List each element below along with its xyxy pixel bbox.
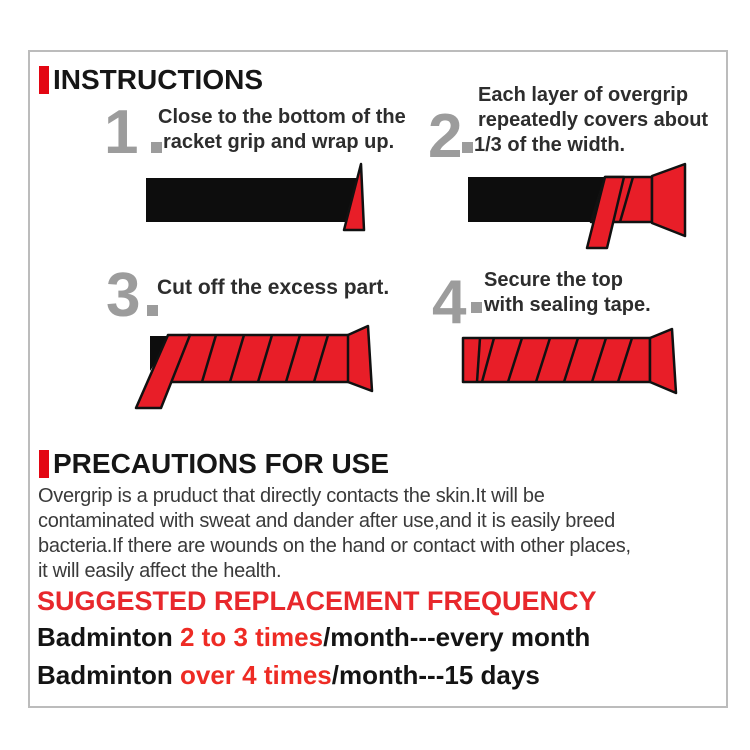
grip-end-cap	[650, 329, 676, 393]
grip-end-cap	[652, 164, 685, 236]
frequency-highlight: over 4 times	[180, 660, 332, 690]
grip-handle	[146, 178, 358, 222]
frequency-sport: Badminton	[37, 622, 180, 652]
step-4-caption-line: Secure the top	[484, 269, 623, 291]
precautions-body-line: it will easily affect the health.	[38, 560, 282, 582]
step-2-caption-line: 1/3 of the width.	[474, 134, 626, 156]
instructions-header	[39, 66, 263, 94]
step-3-caption-line: Cut off the excess part.	[157, 276, 390, 299]
step-1-number: 1	[104, 98, 139, 167]
step-4-caption-line: with sealing tape.	[484, 294, 651, 316]
red-accent-bar	[39, 450, 49, 478]
red-accent-bar	[39, 66, 49, 94]
step-3-number: 3	[106, 261, 141, 330]
frequency-highlight: 2 to 3 times	[180, 622, 324, 652]
grip-end-cap	[348, 326, 372, 391]
number-period-square	[151, 142, 162, 153]
instructions-title: INSTRUCTIONS	[53, 64, 263, 95]
step-1-caption-line: racket grip and wrap up.	[163, 131, 395, 153]
precautions-body-line: bacteria.If there are wounds on the hand or contact with other places,	[38, 535, 631, 557]
frequency-result: /month---15 days	[331, 660, 540, 690]
precautions-title: PRECAUTIONS FOR USE	[53, 448, 390, 479]
replacement-frequency-title: SUGGESTED REPLACEMENT FREQUENCY	[37, 586, 597, 616]
step-1-caption-line: Close to the bottom of the	[158, 106, 406, 128]
step-4-finished-grip-illustration	[455, 322, 687, 400]
step-2-caption-line: repeatedly covers about	[478, 109, 709, 131]
number-period-square	[147, 305, 158, 316]
step-2-number: 2	[428, 102, 463, 171]
frequency-result: /month---every month	[323, 622, 591, 652]
frequency-row	[37, 622, 590, 653]
step-3-wrapped-grip-illustration	[125, 320, 380, 415]
step-4-number: 4	[432, 268, 467, 337]
frequency-sport: Badminton	[37, 660, 180, 690]
number-period-square	[462, 142, 473, 153]
step-1-grip-wrap-illustration	[138, 158, 373, 238]
precautions-body-line: Overgrip is a pruduct that directly contacts the skin.It will be	[38, 485, 545, 507]
precautions-body-line: contaminated with sweat and dander after use,and it is easily breed	[38, 510, 615, 532]
number-period-square	[471, 302, 482, 313]
step-2-caption-line: Each layer of overgrip	[478, 84, 689, 106]
step-2-partial-wrap-illustration	[458, 158, 693, 258]
frequency-row	[37, 660, 540, 691]
precautions-header	[39, 450, 389, 478]
